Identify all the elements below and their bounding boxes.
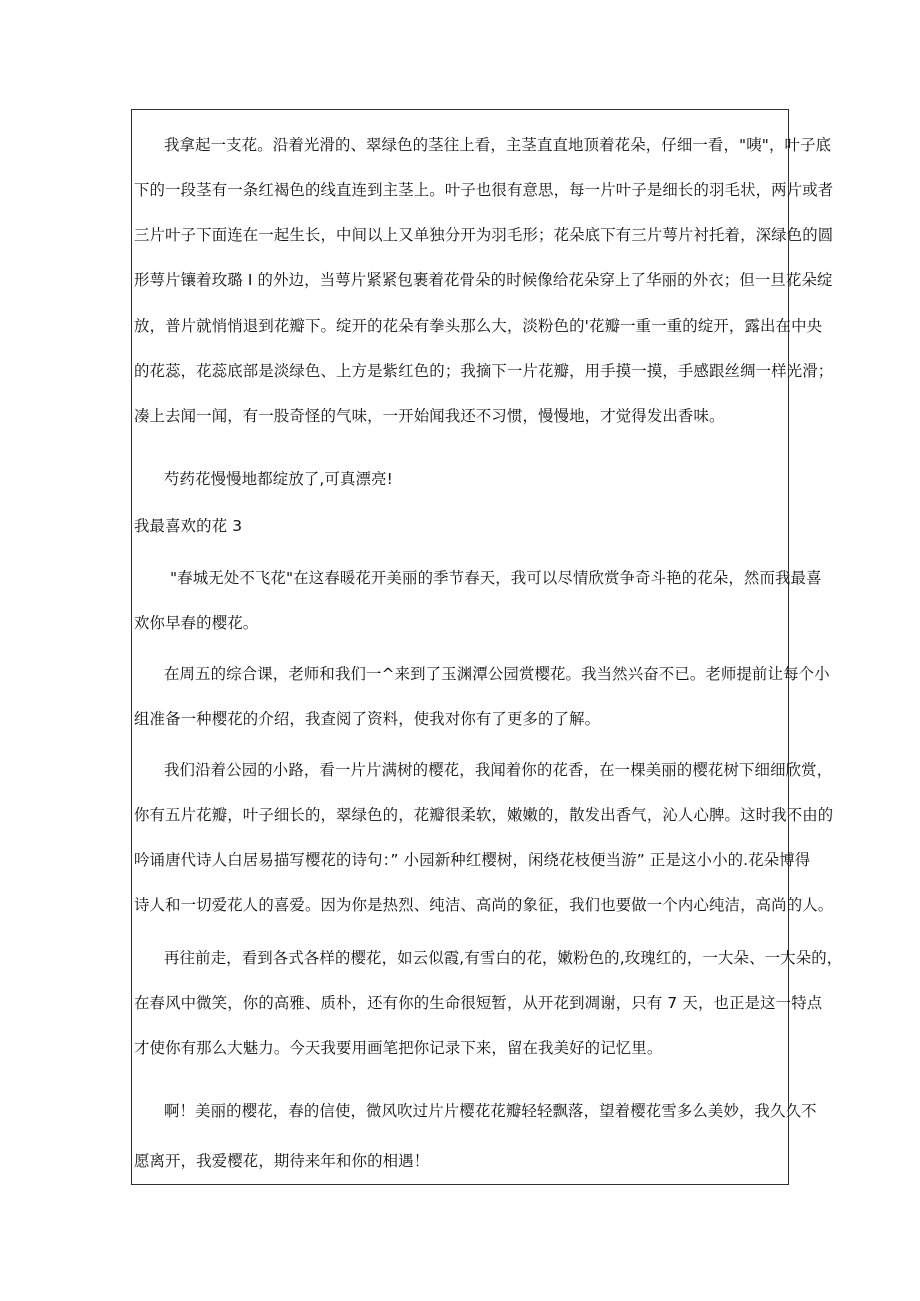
paragraph-3-line: "春城无处不飞花"在这春暖花开美丽的季节春天，我可以尽情欣赏争奇斗艳的花朵，然而我最喜 [170, 569, 822, 587]
paragraph-5-line: 吟诵唐代诗人白居易描写樱花的诗句：” 小园新种红樱树，闲绕花枝便当游” 正是这小小的.花朵博得 [134, 851, 811, 869]
paragraph-3-line: 欢你早春的樱花。 [134, 614, 259, 632]
paragraph-4-line: 在周五的综合课，老师和我们一^来到了玉渊潭公园赏樱花。我当然兴奋不已。老师提前让每个小 [164, 665, 830, 683]
paragraph-6-line: 在春风中微笑，你的高雅、质朴，还有你的生命很短暂，从开花到凋谢，只有 7 天，也正是这一特点 [134, 994, 823, 1012]
paragraph-5-line: 我们沿着公园的小路，看一片片满树的樱花，我闻着你的花香，在一棵美丽的樱花树下细细欣赏， [164, 761, 833, 779]
paragraph-1-line: 下的一段茎有一条红褐色的线直连到主茎上。叶子也很有意思，每一片叶子是细长的羽毛状，两片或者 [134, 181, 834, 199]
paragraph-1-line: 凑上去闻一闻，有一股奇怪的气味，一开始闻我还不习惯，慢慢地，才觉得发出香味。 [134, 407, 725, 425]
paragraph-2-line: 芍药花慢慢地都绽放了,可真漂亮! [164, 470, 393, 488]
paragraph-7-line: 愿离开，我爱樱花，期待来年和你的相遇！ [134, 1152, 430, 1170]
paragraph-5-line: 你有五片花瓣，叶子细长的，翠绿色的，花瓣很柔软，嫩嫩的，散发出香气，沁人心脾。这时我不由的 [134, 806, 834, 824]
paragraph-6-line: 才使你有那么大魅力。今天我要用画笔把你记录下来，留在我美好的记忆里。 [134, 1039, 663, 1057]
paragraph-5-line: 诗人和一切爱花人的喜爱。因为你是热烈、纯洁、高尚的象征，我们也要做一个内心纯洁，高尚的人。 [134, 896, 834, 914]
paragraph-1-line: 三片叶子下面连在一起生长，中间以上又单独分开为羽毛形；花朵底下有三片萼片衬托着，深绿色的圆 [134, 226, 834, 244]
paragraph-1-line: 形萼片镶着玫璐 I 的外边，当萼片紧紧包裹着花骨朵的时候像给花朵穿上了华丽的外衣；但一旦花朵绽 [134, 271, 833, 289]
paragraph-1-line: 放，普片就悄悄退到花瓣下。绽开的花朵有拳头那么大，淡粉色的'花瓣一重一重的绽开，露出在中央 [134, 317, 823, 335]
paragraph-6-line: 再往前走，看到各式各样的樱花，如云似霞,有雪白的花，嫩粉色的,玫瑰红的，一大朵、一大朵的， [164, 949, 843, 967]
paragraph-4-line: 组准备一种樱花的介绍，我查阅了资料，使我对你有了更多的了解。 [134, 710, 601, 728]
paragraph-1-line: 我拿起一支花。沿着光滑的、翠绿色的茎往上看，主茎直直地顶着花朵，仔细一看，"咦"，叶子底 [164, 136, 832, 154]
paragraph-7-line: 啊！美丽的樱花，春的信使，微风吹过片片樱花花瓣轻轻飘落，望着樱花雪多么美妙，我久久不 [164, 1102, 817, 1120]
paragraph-1-line: 的花蕊，花蕊底部是淡绿色、上方是紫红色的；我摘下一片花瓣，用手摸一摸，手感跟丝绸一样光滑； [134, 362, 834, 380]
section-heading: 我最喜欢的花 3 [134, 517, 243, 535]
